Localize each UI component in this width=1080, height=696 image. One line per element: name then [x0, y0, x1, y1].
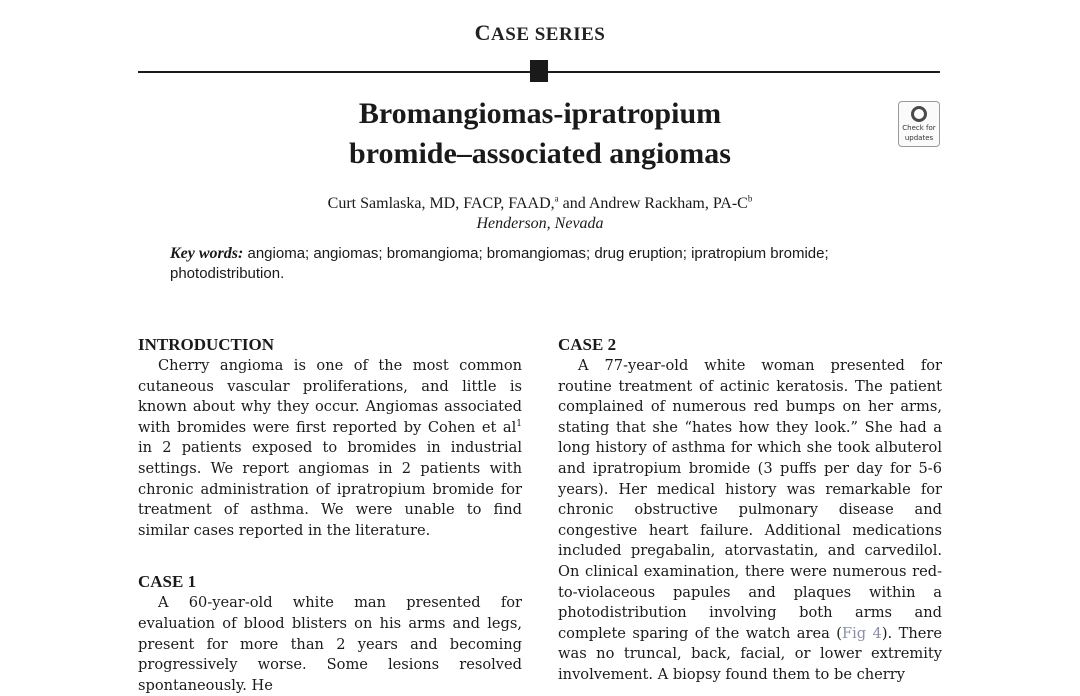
case2-text-b: ). There was no truncal, back, facial, or lower extremity involvement. A biopsy found them to be cherry	[558, 624, 943, 683]
right-column	[558, 334, 942, 686]
left-column	[138, 334, 522, 696]
check-for-updates-icon	[911, 106, 927, 122]
keywords-text: angioma; angiomas; bromangioma; bromangiomas; drug eruption; ipratropium bromide; photodistribution.	[170, 245, 829, 282]
introduction-paragraph	[138, 356, 522, 541]
check-for-updates-line2: updates	[904, 134, 934, 142]
reference-1-link[interactable]: 1	[516, 418, 522, 429]
section-label-cap: C	[474, 20, 492, 45]
keywords	[170, 244, 890, 284]
header-rule-marker	[530, 60, 548, 82]
section-label-rest: ASE SERIES	[491, 24, 606, 45]
check-for-updates-button[interactable]	[898, 101, 940, 147]
check-for-updates-line1: Check for	[902, 124, 936, 132]
article-title-line2: bromide–associated angiomas	[349, 137, 731, 170]
introduction-text-b: in 2 patients exposed to bromides in industrial settings. We report angiomas in 2 patients with chronic administration of ipratropium bromide for treatment of asthma. We were unable to find similar cases reported in the literature.	[138, 439, 522, 539]
article-title	[240, 94, 840, 174]
author-location: Henderson, Nevada	[476, 215, 604, 232]
author-1-affiliation: a	[554, 193, 559, 204]
introduction-text-a: Cherry angioma is one of the most common cutaneous vascular proliferations, and little is known about why they occur. Angiomas associated with bromides were first reported by Cohen et al	[138, 357, 522, 436]
author-1: Curt Samlaska, MD, FACP, FAAD,	[327, 195, 555, 212]
case2-text-a: A 77-year-old white woman presented for routine treatment of actinic keratosis. The patient complained of numerous red bumps on her arms, stating that she “hates how they look.” She had a long history of asthma for which she took albuterol and ipratropium bromide (3 puffs per day for 5-6 years). Her medical history was remarkable for chronic obstructive pulmonary disease and congestive heart failure. Additional medications included pregabalin, atorvastatin, and carvedilol. On clinical examination, there were numerous red-to-violaceous papules and plaques within a photodistribution involving both arms and complete sparing of the watch area (	[558, 357, 942, 642]
case1-paragraph: A 60-year-old white man presented for evaluation of blood blisters on his arms and legs, present for more than 2 years and becoming progressively worse. Some lesions resolved spontaneously. He	[138, 594, 522, 694]
section-spacer	[138, 541, 522, 571]
figure-4-link[interactable]: Fig 4	[841, 624, 882, 642]
case1-heading: CASE 1	[138, 572, 197, 592]
case2-paragraph	[558, 356, 942, 686]
author-2-affiliation: b	[747, 193, 753, 204]
article-title-line1: Bromangiomas-ipratropium	[358, 97, 722, 130]
case2-heading: CASE 2	[558, 335, 617, 354]
section-label	[0, 20, 1080, 46]
introduction-heading: INTRODUCTION	[138, 335, 275, 354]
author-2: and Andrew Rackham, PA-C	[558, 195, 748, 212]
keywords-label: Key words:	[170, 245, 244, 262]
author-line	[240, 194, 840, 214]
